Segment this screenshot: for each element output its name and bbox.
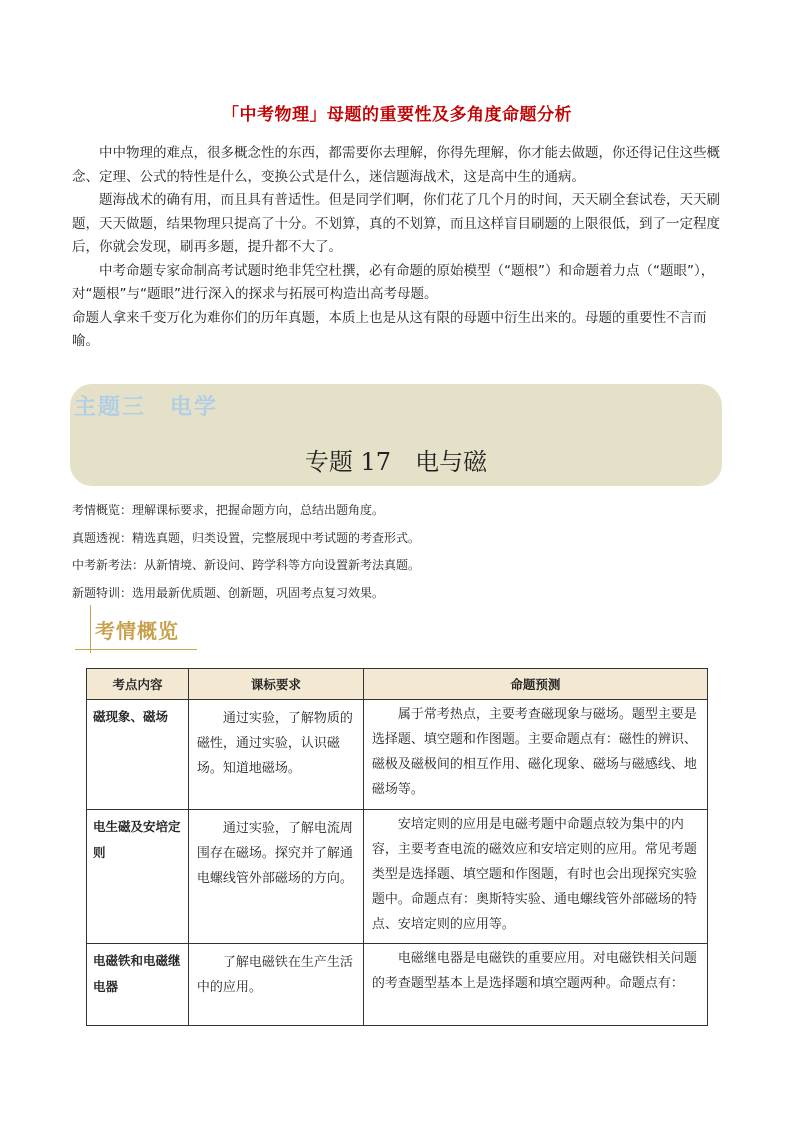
topic-cell: 磁现象、磁场 — [87, 700, 189, 810]
column-header: 命题预测 — [363, 669, 707, 700]
heading-underline — [75, 649, 197, 650]
prediction-cell — [363, 944, 707, 1026]
guide-item: 真题透视：精选真题，归类设置，完整展现中考试题的考查形式。 — [72, 530, 421, 545]
guide-item: 新题特训：选用最新优质题、创新题，巩固考点复习效果。 — [72, 585, 385, 600]
requirement-cell — [188, 810, 363, 944]
prediction-cell — [363, 700, 707, 810]
banner-topic: 专题 17 电与磁 — [304, 448, 488, 476]
column-header: 考点内容 — [87, 669, 189, 700]
guide-item: 考情概览：理解课标要求，把握命题方向，总结出题角度。 — [72, 503, 385, 517]
requirement-text: 通过实验，了解电流周围存在磁场。探究并了解通电螺线管外部磁场的方向。 — [196, 821, 353, 886]
overview-table — [86, 668, 708, 1026]
intro-paragraph: 中考命题专家命制高考试题时绝非凭空杜撰，必有命题的原始模型（“题根”）和命题着力点（“题眼”），对“题根”与“题眼”进行深入的探求与拓展可构造出高考母题。 — [72, 262, 715, 302]
prediction-text: 电磁继电器是电磁铁的重要应用。对电磁铁相关问题的考查题型基本上是选择题和填空题两种。命题点有： — [371, 951, 697, 991]
prediction-cell — [363, 810, 707, 944]
heading-divider — [90, 605, 91, 653]
prediction-text: 安培定则的应用是电磁考题中命题点较为集中的内容，主要考查电流的磁效应和安培定则的应用。常见考题类型是选择题、填空题和作图题，有时也会出现探究实验题中。命题点有：奥斯特实验、通电螺线管外部磁场的特点、安培定则的应用等。 — [371, 817, 697, 932]
intro-section — [72, 142, 724, 354]
guide-list — [72, 497, 420, 607]
topic-banner — [70, 384, 722, 486]
intro-paragraph: 中中物理的难点，很多概念性的东西，都需要你去理解，你得先理解，你才能去做题，你还得记住这些概念、定理、公式的特性是什么，变换公式是什么，迷信题海战术，这是高中生的通病。 — [72, 145, 720, 185]
intro-paragraph: 命题人拿来千变万化为难你们的历年真题，本质上也是从这有限的母题中衍生出来的。母题的重要性不言而喻。 — [72, 309, 707, 349]
table-row — [87, 810, 708, 944]
intro-paragraph: 题海战术的确有用，而且具有普适性。但是同学们啊，你们花了几个月的时间，天天刷全套试卷，天天刷题，天天做题，结果物理只提高了十分。不划算，真的不划算，而且这样盲目刷题的上限很低，到了一定程度后，你就会发现，刷再多题，提升都不大了。 — [72, 192, 720, 255]
requirement-cell — [188, 944, 363, 1026]
section-title: 考情概览 — [95, 619, 179, 643]
document-title: 「中考物理」母题的重要性及多角度命题分析 — [222, 105, 572, 125]
table-row — [87, 944, 708, 1026]
requirement-text: 通过实验，了解物质的磁性，通过实验，认识磁场。知道地磁场。 — [196, 711, 353, 776]
banner-theme: 主题三 电学 — [74, 395, 219, 420]
column-header: 课标要求 — [188, 669, 363, 700]
guide-item: 中考新考法：从新情境、新设问、跨学科等方向设置新考法真题。 — [72, 558, 421, 572]
requirement-cell — [188, 700, 363, 810]
section-heading — [75, 605, 205, 655]
prediction-text: 属于常考热点，主要考查磁现象与磁场。题型主要是选择题、填空题和作图题。主要命题点有：磁性的辨识、磁极及磁极间的相互作用、磁化现象、磁场与磁感线、地磁场等。 — [371, 707, 697, 797]
topic-cell: 电生磁及安培定则 — [87, 810, 189, 944]
topic-cell: 电磁铁和电磁继电器 — [87, 944, 189, 1026]
requirement-text: 了解电磁铁在生产生活中的应用。 — [196, 955, 353, 995]
table-row — [87, 700, 708, 810]
table-header-row — [87, 669, 708, 700]
